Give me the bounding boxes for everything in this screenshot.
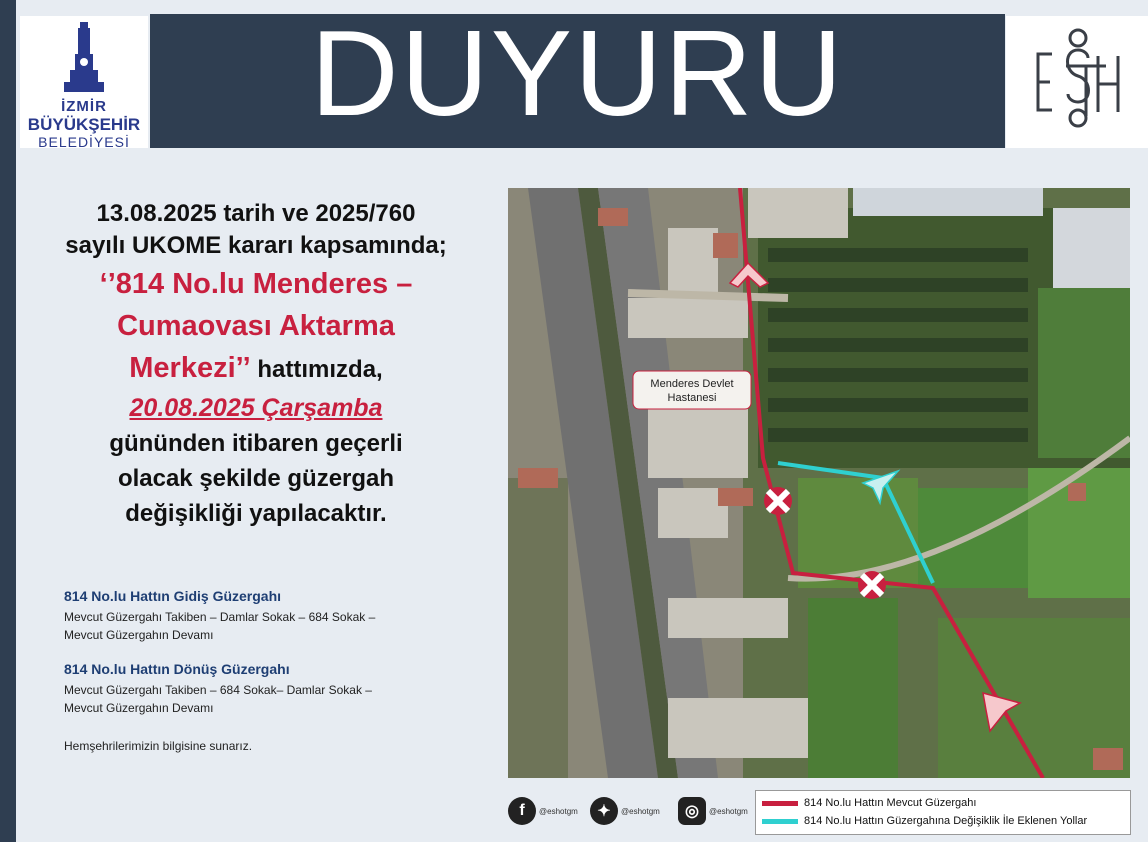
hospital-label-line-1: Menderes Devlet <box>650 378 734 390</box>
eshot-monogram-logo <box>1006 16 1148 148</box>
eshot-logo <box>1006 16 1148 148</box>
hospital-label-line-2: Hastanesi <box>667 392 717 404</box>
clock-tower-icon <box>20 18 148 98</box>
social-instagram[interactable] <box>678 797 748 825</box>
instagram-icon[interactable]: ◎ <box>678 797 706 825</box>
page-title: DUYURU <box>310 5 845 141</box>
route-name-line-2: Cumaovası Aktarma <box>117 310 395 342</box>
twitter-handle: @eshotgm <box>621 806 660 816</box>
road-closure-marker-1 <box>764 487 792 515</box>
social-facebook[interactable] <box>508 797 578 825</box>
return-line-2: Mevcut Güzergahın Devamı <box>64 701 214 715</box>
legend-swatch-red <box>762 801 798 806</box>
legend-swatch-cyan <box>762 819 798 824</box>
legend-item-added <box>762 814 1087 828</box>
legend-item-existing <box>762 796 976 810</box>
return-title: 814 No.lu Hattın Dönüş Güzergahı <box>64 661 290 677</box>
route-name-line-3 <box>40 348 472 390</box>
twitter-icon[interactable]: ✦ <box>590 797 618 825</box>
intro-line-2: sayılı UKOME kararı kapsamında; <box>65 232 447 259</box>
outbound-line-1: Mevcut Güzergahı Takiben – Damlar Sokak – 684 Sokak – <box>64 610 376 624</box>
instagram-handle: @eshotgm <box>709 806 748 816</box>
social-twitter[interactable] <box>590 797 660 825</box>
map-legend <box>755 790 1131 835</box>
outbound-line-2: Mevcut Güzergahın Devamı <box>64 628 214 642</box>
izmir-municipality-logo <box>20 16 148 148</box>
route-name-end: Merkezi’’ <box>129 352 251 384</box>
facebook-handle: @eshotgm <box>539 806 578 816</box>
legend-label-existing: 814 No.lu Hattın Mevcut Güzergahı <box>804 797 977 809</box>
return-line-1: Mevcut Güzergahı Takiben – 684 Sokak– Damlar Sokak – <box>64 683 372 697</box>
body-line-3: değişikliği yapılacaktır. <box>125 500 387 527</box>
announcement-block <box>40 198 472 531</box>
effective-date: 20.08.2025 Çarşamba <box>129 394 383 422</box>
road-closure-marker-2 <box>858 571 886 599</box>
legend-label-added: 814 No.lu Hattın Güzergahına Değişiklik İle Eklenen Yollar <box>804 815 1088 827</box>
intro-line-1: 13.08.2025 tarih ve 2025/760 <box>96 200 416 227</box>
route-details <box>64 588 474 753</box>
closing-text: Hemşehrilerimizin bilgisine sunarız. <box>64 739 253 753</box>
logo-text-buyuksehir: BÜYÜKŞEHİR <box>27 115 141 134</box>
facebook-icon[interactable]: f <box>508 797 536 825</box>
route-name-line-1: ‘’814 No.lu Menderes – <box>99 268 413 300</box>
logo-text-izmir: İZMİR <box>61 98 107 115</box>
left-accent-bar <box>0 0 16 842</box>
route-map <box>508 188 1130 778</box>
outbound-title: 814 No.lu Hattın Gidiş Güzergahı <box>64 588 282 604</box>
route-suffix: hattımızda, <box>250 356 383 383</box>
outbound-text <box>64 608 474 644</box>
return-text <box>64 681 474 717</box>
logo-text-belediyesi: BELEDİYESİ <box>38 134 130 150</box>
body-line-2: olacak şekilde güzergah <box>117 465 395 492</box>
body-line-1: gününden itibaren geçerli <box>109 430 403 457</box>
